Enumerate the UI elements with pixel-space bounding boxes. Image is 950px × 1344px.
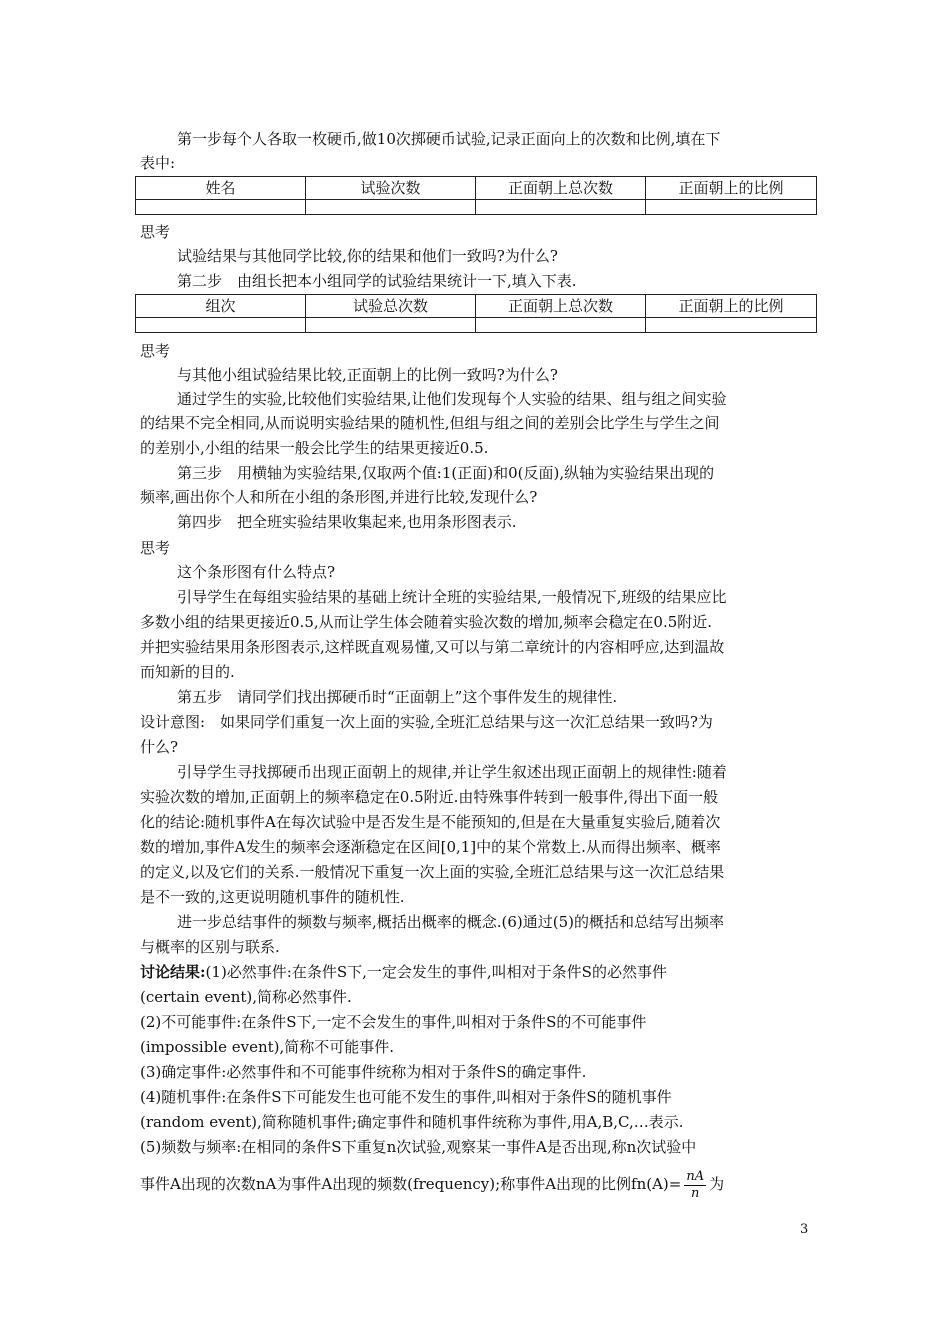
page-number: 3: [800, 1222, 809, 1237]
table-individual: [135, 176, 817, 215]
table-cell[interactable]: [476, 200, 646, 215]
paragraph-line: 引导学生寻找掷硬币出现正面朝上的规律,并让学生叙述出现正面朝上的规律性:随着: [177, 763, 727, 781]
discussion-text: (1)必然事件:在条件S下,一定会发生的事件,叫相对于条件S的必然事件: [205, 963, 667, 981]
paragraph-line: 的结果不完全相同,从而说明实验结果的随机性,但组与组之间的差别会比学生与学生之间: [140, 414, 720, 432]
step2-text: 第二步 由组长把本小组同学的试验结果统计一下,填入下表.: [177, 272, 577, 290]
paragraph-line: 是不一致的,这更说明随机事件的随机性.: [140, 888, 405, 906]
table-cell[interactable]: [646, 200, 817, 215]
table-header-cell: 试验次数: [306, 177, 476, 200]
discussion-text: 事件A出现的次数nA为事件A出现的频数(frequency);称事件A出现的比例fn(A)=: [140, 1175, 682, 1193]
table-header-cell: 正面朝上总次数: [476, 177, 646, 200]
paragraph-line: 实验次数的增加,正面朝上的频率稳定在0.5附近.由特殊事件转到一般事件,得出下面一般: [140, 788, 719, 806]
table-cell[interactable]: [136, 200, 306, 215]
think-heading: 思考: [140, 539, 171, 557]
paragraph-line: 与概率的区别与联系.: [140, 938, 280, 956]
frequency-fraction: [684, 1169, 706, 1202]
paragraph-line: 数的增加,事件A发生的频率会逐渐稳定在区间[0,1]中的某个常数上.从而得出频率、概率: [140, 838, 721, 856]
discussion-label: 讨论结果:: [140, 963, 206, 981]
table-header-cell: 试验总次数: [306, 295, 476, 318]
table-header-cell: 姓名: [136, 177, 306, 200]
fraction-numerator: nA: [686, 1168, 705, 1184]
table-cell[interactable]: [646, 318, 817, 333]
table-header-cell: 正面朝上总次数: [476, 295, 646, 318]
question-2: 与其他小组试验结果比较,正面朝上的比例一致吗?为什么?: [177, 366, 558, 384]
paragraph-line: 化的结论:随机事件A在每次试验中是否发生是不能预知的,但是在大量重复实验后,随着次: [140, 813, 721, 831]
fraction-denominator: n: [691, 1185, 700, 1201]
table-cell[interactable]: [306, 318, 476, 333]
think-heading: 思考: [140, 342, 171, 360]
question-3: 这个条形图有什么特点?: [177, 563, 336, 581]
table-header-cell: 组次: [136, 295, 306, 318]
discussion-line: (4)随机事件:在条件S下可能发生也可能不发生的事件,叫相对于条件S的随机事件: [140, 1088, 672, 1106]
step5-text: 第五步 请同学们找出掷硬币时“正面朝上”这个事件发生的规律性.: [177, 688, 618, 706]
paragraph-line: 多数小组的结果更接近0.5,从而让学生体会随着实验次数的增加,频率会稳定在0.5附近.: [140, 613, 713, 631]
table-header-row: [136, 295, 817, 318]
discussion-line: (certain event),简称必然事件.: [140, 988, 352, 1006]
table-header-cell: 正面朝上的比例: [646, 295, 817, 318]
paragraph-line: 并把实验结果用条形图表示,这样既直观易懂,又可以与第二章统计的内容相呼应,达到温故: [140, 638, 725, 656]
think-heading: 思考: [140, 223, 171, 241]
paragraph-line: 进一步总结事件的频数与频率,概括出概率的概念.(6)通过(5)的概括和总结写出频率: [177, 913, 725, 931]
step3-line: 频率,画出你个人和所在小组的条形图,并进行比较,发现什么?: [140, 488, 538, 506]
table-cell[interactable]: [476, 318, 646, 333]
table-row: [136, 200, 817, 215]
discussion-line: [140, 961, 816, 984]
design-intent-line: 什么?: [140, 738, 179, 756]
table-cell[interactable]: [306, 200, 476, 215]
paragraph-line: 引导学生在每组实验结果的基础上统计全班的实验结果,一般情况下,班级的结果应比: [177, 588, 727, 606]
step1-line2: 表中:: [140, 154, 176, 172]
table-row: [136, 318, 817, 333]
paragraph-line: 的定义,以及它们的关系.一般情况下重复一次上面的实验,全班汇总结果与这一次汇总结果: [140, 863, 725, 881]
paragraph-line: 而知新的目的.: [140, 663, 235, 681]
table-group: [135, 294, 817, 333]
discussion-line: [140, 1164, 816, 1204]
design-intent-line: 设计意图: 如果同学们重复一次上面的实验,全班汇总结果与这一次汇总结果一致吗?为: [140, 713, 713, 731]
discussion-line: (random event),简称随机事件;确定事件和随机事件统称为事件,用A,B,C,…表示.: [140, 1113, 684, 1131]
table-cell[interactable]: [136, 318, 306, 333]
step3-line: 第三步 用横轴为实验结果,仅取两个值:1(正面)和0(反面),纵轴为实验结果出现的: [177, 464, 715, 482]
table-header-row: [136, 177, 817, 200]
discussion-line: (5)频数与频率:在相同的条件S下重复n次试验,观察某一事件A是否出现,称n次试验中: [140, 1138, 697, 1156]
paragraph-line: 通过学生的实验,比较他们实验结果,让他们发现每个人实验的结果、组与组之间实验: [177, 390, 727, 408]
discussion-line: (2)不可能事件:在条件S下,一定不会发生的事件,叫相对于条件S的不可能事件: [140, 1013, 647, 1031]
paragraph-line: 的差别小,小组的结果一般会比学生的结果更接近0.5.: [140, 439, 489, 457]
discussion-line: (3)确定事件:必然事件和不可能事件统称为相对于条件S的确定事件.: [140, 1063, 587, 1081]
table-header-cell: 正面朝上的比例: [646, 177, 817, 200]
question-1: 试验结果与其他同学比较,你的结果和他们一致吗?为什么?: [177, 247, 558, 265]
step4-text: 第四步 把全班实验结果收集起来,也用条形图表示.: [177, 513, 517, 531]
discussion-text: 为: [709, 1175, 725, 1193]
step1-line1: 第一步每个人各取一枚硬币,做10次掷硬币试验,记录正面向上的次数和比例,填在下: [177, 130, 721, 148]
discussion-line: (impossible event),简称不可能事件.: [140, 1038, 395, 1056]
